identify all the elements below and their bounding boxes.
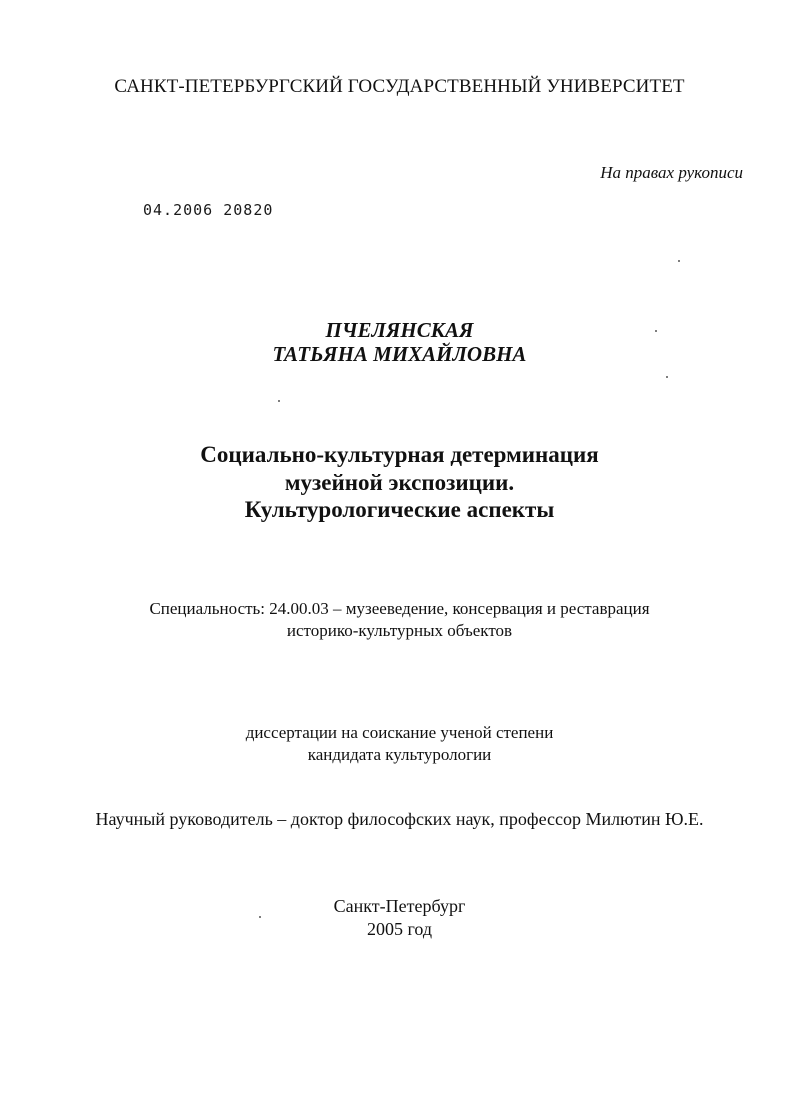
scan-speck bbox=[666, 376, 668, 378]
specialty-line-1: Специальность: 24.00.03 – музееведение, консервация и реставрация bbox=[149, 599, 650, 618]
thesis-title-line-3: Культурологические аспекты bbox=[244, 497, 555, 522]
specialty-line-2: историко-культурных объектов bbox=[286, 621, 513, 640]
scan-speck bbox=[278, 400, 280, 402]
degree-line-2: кандидата культурологии bbox=[307, 745, 492, 764]
thesis-title-line-2: музейной экспозиции. bbox=[284, 470, 515, 495]
scientific-advisor: Научный руководитель – доктор философских наук, профессор Милютин Ю.Е. bbox=[95, 809, 704, 829]
manuscript-rights-note: На правах рукописи bbox=[600, 163, 743, 182]
scan-speck bbox=[678, 260, 680, 262]
author-given-names: ТАТЬЯНА МИХАЙЛОВНА bbox=[272, 342, 527, 366]
city: Санкт-Петербург bbox=[333, 896, 466, 916]
year: 2005 год bbox=[366, 919, 433, 939]
registration-stamp: 04.2006 20820 bbox=[143, 201, 274, 219]
scan-speck bbox=[655, 330, 657, 332]
university-name: САНКТ-ПЕТЕРБУРГСКИЙ ГОСУДАРСТВЕННЫЙ УНИВЕРСИТЕТ bbox=[114, 76, 685, 97]
scan-speck bbox=[259, 916, 261, 918]
thesis-title-line-1: Социально-культурная детерминация bbox=[200, 442, 599, 467]
degree-line-1: диссертации на соискание ученой степени bbox=[245, 723, 554, 742]
author-surname: ПЧЕЛЯНСКАЯ bbox=[325, 318, 474, 342]
